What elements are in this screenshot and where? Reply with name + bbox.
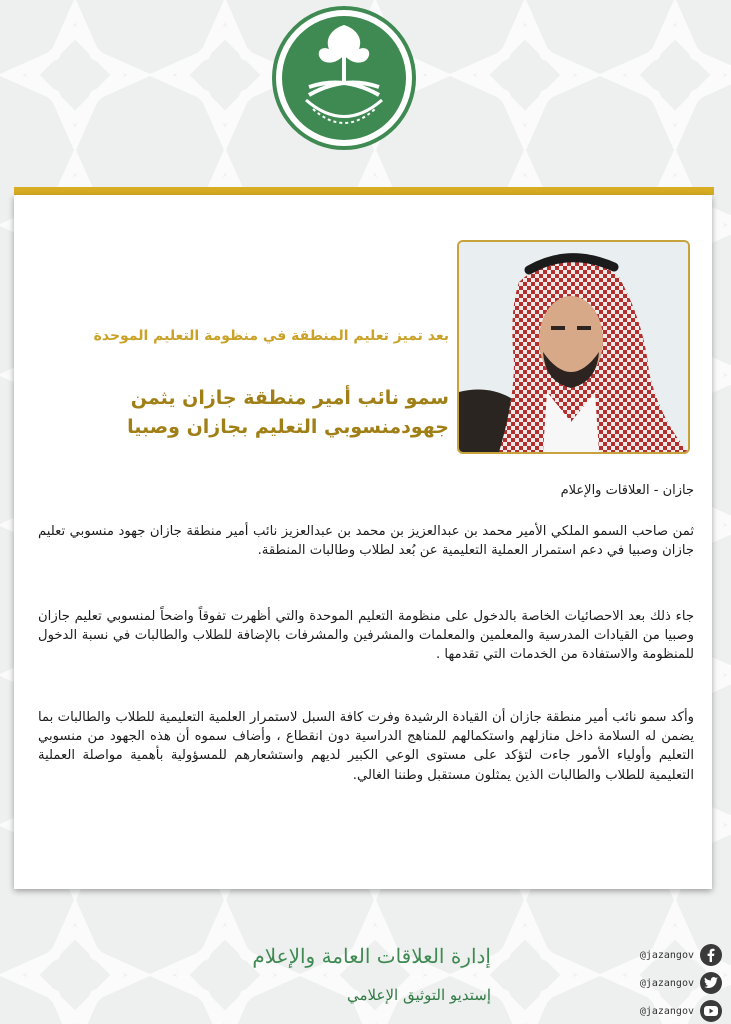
saudi-emblem-icon bbox=[271, 5, 417, 155]
facebook-icon[interactable] bbox=[700, 944, 722, 966]
social-facebook[interactable] bbox=[602, 944, 722, 966]
facebook-handle: @jazangov bbox=[639, 949, 694, 961]
article-headline bbox=[29, 384, 449, 443]
gold-divider-bar bbox=[14, 187, 714, 195]
article-paragraph-3: وأكد سمو نائب أمير منطقة جازان أن القيادة الرشيدة وفرت كافة السبل لاستمرار العلمية التعليمية للطلاب والطالبات بما يضمن له السلامة داخل منازلهم واستكمالهم للمناهج الدراسية دون انقطاع ، وأضاف سموه أن هذه الجهود من منسوبي التعليم وأولياء الأمور جاءت لتؤكد على مستوى الوعي الكبير لديهم واستشعارهم للمسؤولية بأهمية مواصلة العملية التعليمية للطلاب والطالبات الذين يمثلون مستقبل وطننا الغالي. bbox=[38, 710, 694, 783]
portrait-photo bbox=[457, 240, 690, 454]
headline-line-1: سمو نائب أمير منطقة جازان يثمن bbox=[130, 387, 449, 409]
headline-line-2: جهودمنسوبي التعليم بجازان وصبيا bbox=[127, 416, 449, 439]
social-youtube[interactable] bbox=[602, 1000, 722, 1022]
footer-department-title: إدارة العلاقات العامة والإعلام bbox=[252, 944, 491, 968]
footer-studio-subtitle: إستديو التوثيق الإعلامي bbox=[347, 986, 491, 1004]
article-subtitle: بعد تميز تعليم المنطقة في منظومة التعليم الموحدة bbox=[93, 328, 449, 344]
twitter-icon[interactable] bbox=[700, 972, 722, 994]
article-paragraph-1: ثمن صاحب السمو الملكي الأمير محمد بن عبدالعزيز بن محمد بن عبدالعزيز نائب أمير منطقة جازان جهود منسوبي تعليم جازان وصبيا في دعم استمرار العملية التعليمية عن بُعد لطلاب وطالبات المنطقة. bbox=[38, 524, 694, 559]
youtube-icon[interactable] bbox=[700, 1000, 722, 1022]
youtube-handle: @jazangov bbox=[639, 1005, 694, 1017]
twitter-handle: @jazangov bbox=[639, 977, 694, 989]
article-paragraph-2: جاء ذلك بعد الاحصائيات الخاصة بالدخول على منظومة التعليم الموحدة والتي أظهرت تفوقاً واضحاً لمنسوبي تعليم جازان وصبيا من القيادات المدرسية والمعلمين والمعلمات والمشرفين والمشرفات بالإضافة للطلاب والطالبات في نسبة الدخول للمنظومة والاستفادة من الخدمات التي تقدمها . bbox=[38, 609, 694, 663]
article-dateline: جازان - العلاقات والإعلام bbox=[560, 483, 694, 498]
social-twitter[interactable] bbox=[602, 972, 722, 994]
